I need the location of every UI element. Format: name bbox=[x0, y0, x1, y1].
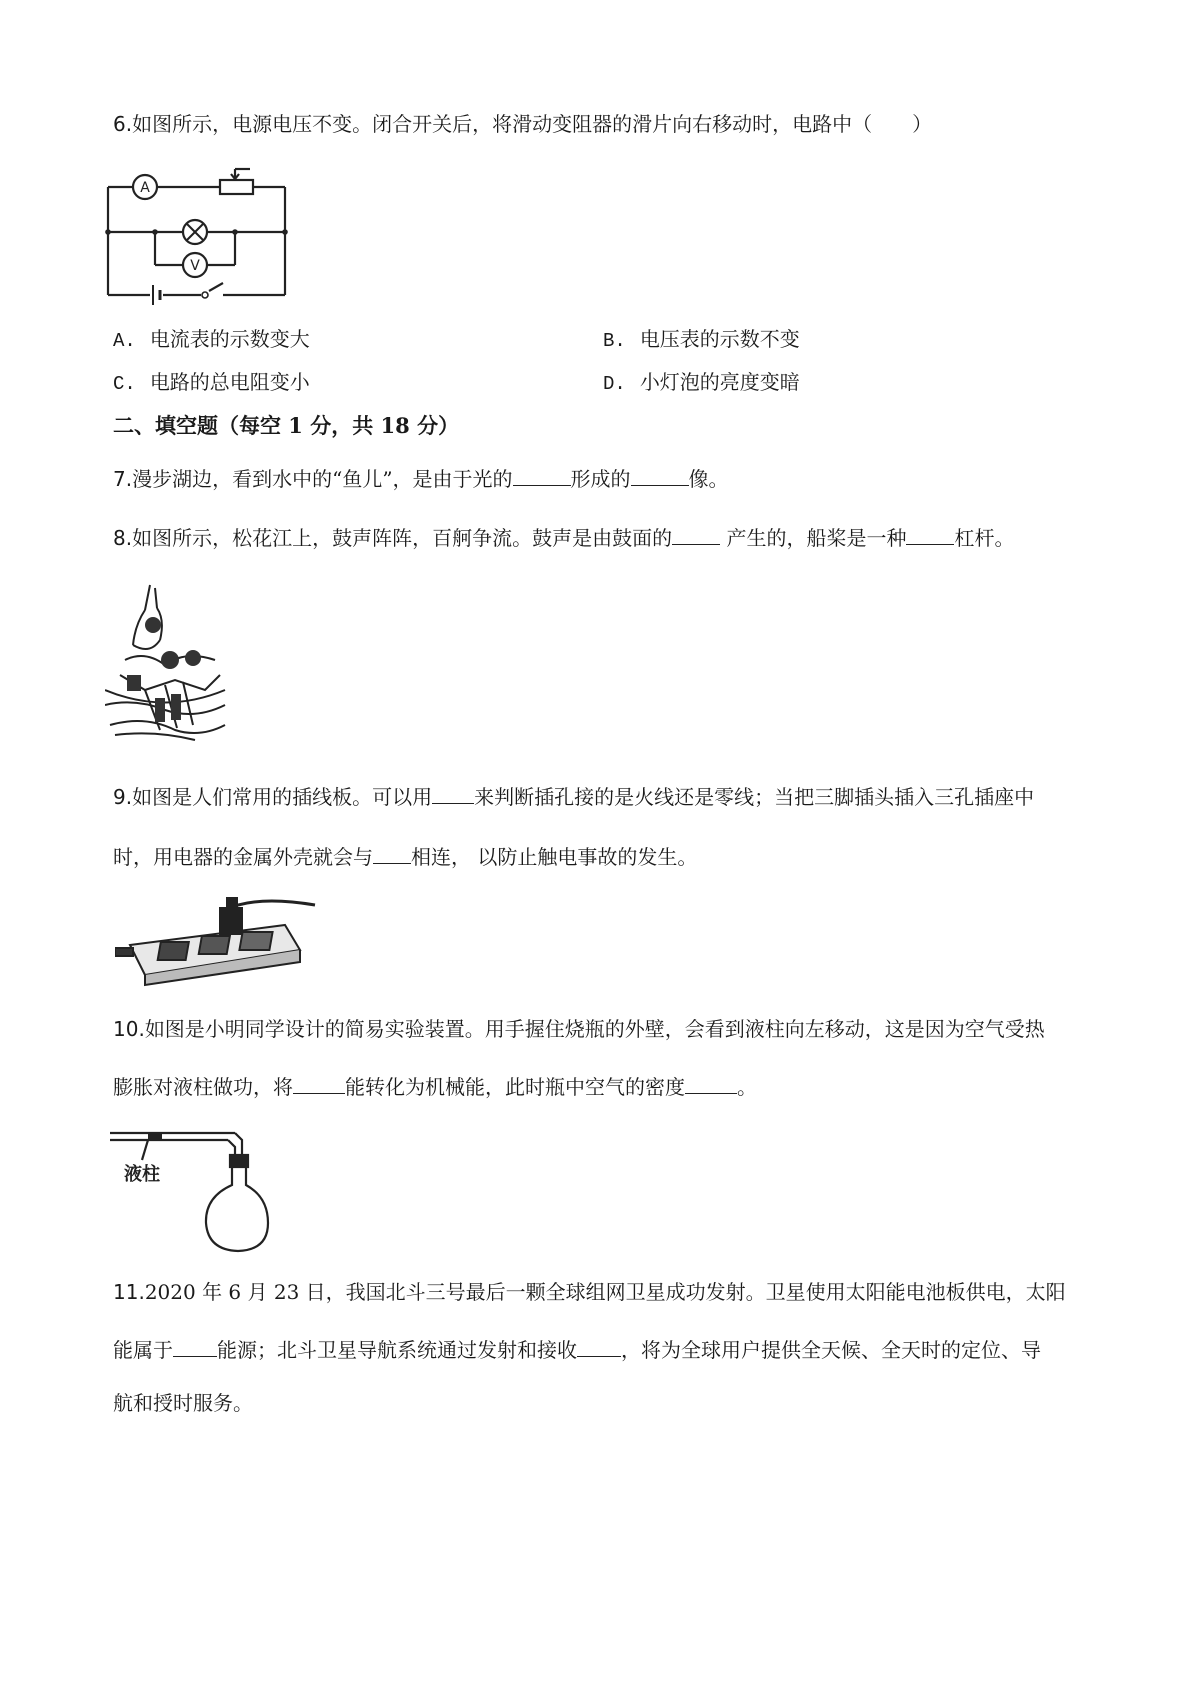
question-11-line-2 bbox=[113, 1336, 1041, 1364]
option-c[interactable] bbox=[113, 368, 310, 398]
text-segment: 如图是人们常用的插线板。可以用 bbox=[132, 785, 433, 809]
voltmeter-label: V bbox=[190, 258, 200, 274]
question-number: 6. bbox=[113, 112, 133, 136]
rheostat bbox=[220, 180, 253, 194]
question-11-line-3: 航和授时服务。 bbox=[113, 1391, 253, 1415]
text-segment: 能源；北斗卫星导航系统通过发射和接收 bbox=[217, 1338, 577, 1362]
answer-blank[interactable] bbox=[373, 843, 411, 864]
power-strip-illustration bbox=[115, 890, 330, 990]
answer-blank[interactable] bbox=[577, 1336, 621, 1357]
option-letter: B. bbox=[603, 330, 626, 352]
question-9-line-2 bbox=[113, 843, 697, 871]
answer-blank[interactable] bbox=[293, 1073, 345, 1094]
option-text: 电路的总电阻变小 bbox=[149, 370, 310, 394]
ammeter-label: A bbox=[140, 180, 150, 196]
option-text: 电流表的示数变大 bbox=[149, 327, 310, 351]
question-7 bbox=[113, 465, 729, 493]
question-11-line-1 bbox=[113, 1278, 1066, 1306]
text-segment: 。 bbox=[737, 1075, 757, 1099]
option-d[interactable] bbox=[603, 368, 800, 398]
question-text: 如图所示，电源电压不变。闭合开关后，将滑动变阻器的滑片向右移动时，电路中（ ） bbox=[132, 112, 933, 136]
option-text: 电压表的示数不变 bbox=[639, 327, 800, 351]
option-text: 小灯泡的亮度变暗 bbox=[639, 370, 800, 394]
question-8 bbox=[113, 524, 1014, 552]
section-title: 二、填空题（每空 1 分，共 18 分） bbox=[113, 413, 460, 438]
circuit-diagram bbox=[105, 165, 295, 305]
text-segment: 膨胀对液柱做功，将 bbox=[113, 1075, 293, 1099]
text-segment: 形成的 bbox=[570, 467, 631, 491]
text-segment: ，将为全球用户提供全天候、全天时的定位、导 bbox=[621, 1338, 1041, 1362]
option-letter: A. bbox=[113, 330, 136, 352]
answer-blank[interactable] bbox=[672, 524, 720, 545]
question-9-line-1 bbox=[113, 783, 1034, 811]
answer-blank[interactable] bbox=[685, 1073, 737, 1094]
answer-blank[interactable] bbox=[173, 1336, 217, 1357]
question-6-stem bbox=[113, 110, 932, 138]
option-b[interactable] bbox=[603, 325, 800, 355]
option-letter: C. bbox=[113, 373, 136, 395]
answer-blank[interactable] bbox=[906, 524, 954, 545]
text-segment: 如图所示，松花江上，鼓声阵阵，百舸争流。鼓声是由鼓面的 bbox=[132, 526, 673, 550]
text-segment: 产生的，船桨是一种 bbox=[720, 526, 907, 550]
text-segment: 如图是小明同学设计的简易实验装置。用手握住烧瓶的外壁，会看到液柱向左移动，这是因为空气受热 bbox=[144, 1017, 1045, 1041]
option-letter: D. bbox=[603, 373, 626, 395]
answer-blank[interactable] bbox=[432, 783, 474, 804]
question-number: 10. bbox=[113, 1017, 145, 1041]
text-segment: 时，用电器的金属外壳就会与 bbox=[113, 845, 373, 869]
text-segment: 杠杆。 bbox=[954, 526, 1015, 550]
text-segment: 2020 年 6 月 23 日，我国北斗三号最后一颗全球组网卫星成功发射。卫星使用太阳能电池板供电，太阳 bbox=[144, 1280, 1066, 1304]
answer-blank[interactable] bbox=[513, 465, 571, 486]
dragon-boat-illustration bbox=[105, 580, 230, 745]
switch-icon bbox=[202, 292, 208, 298]
option-a[interactable] bbox=[113, 325, 310, 355]
flask-apparatus-diagram bbox=[110, 1125, 275, 1255]
text-segment: 能转化为机械能，此时瓶中空气的密度 bbox=[345, 1075, 685, 1099]
answer-blank[interactable] bbox=[631, 465, 689, 486]
text-segment: 相连， 以防止触电事故的发生。 bbox=[411, 845, 698, 869]
question-10-line-1 bbox=[113, 1015, 1045, 1043]
question-number: 7. bbox=[113, 467, 133, 491]
question-10-line-2 bbox=[113, 1073, 757, 1101]
text-segment: 能属于 bbox=[113, 1338, 173, 1362]
question-number: 9. bbox=[113, 785, 133, 809]
question-number: 8. bbox=[113, 526, 133, 550]
text-segment: 来判断插孔接的是火线还是零线；当把三脚插头插入三孔插座中 bbox=[474, 785, 1035, 809]
text-segment: 像。 bbox=[688, 467, 729, 491]
question-number: 11. bbox=[113, 1280, 145, 1304]
text-segment: 漫步湖边，看到水中的“鱼儿”，是由于光的 bbox=[132, 467, 513, 491]
liquid-column-label: 液柱 bbox=[124, 1164, 160, 1185]
